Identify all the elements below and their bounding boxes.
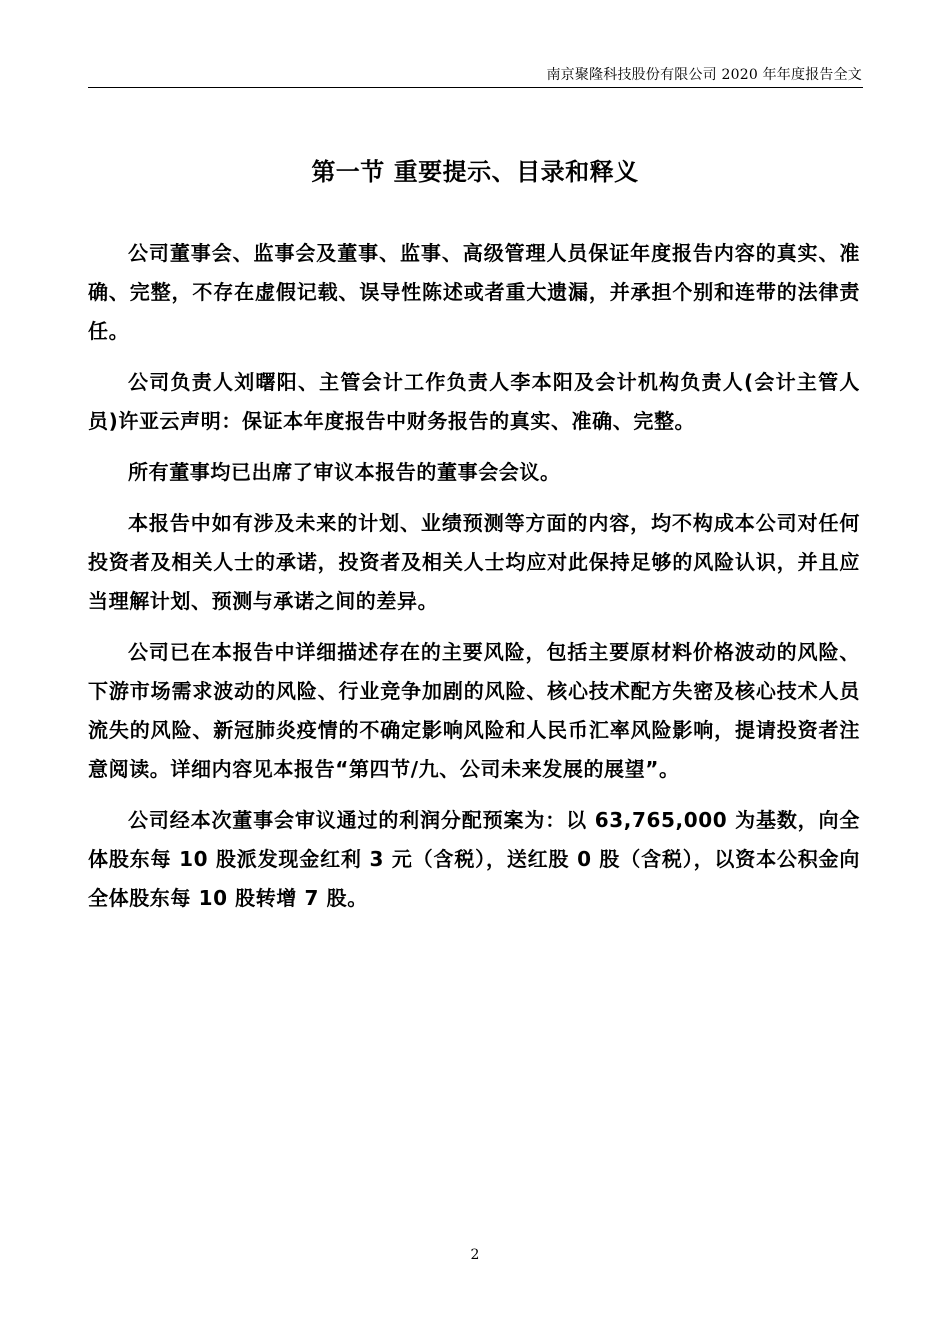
paragraph-risk-factors: 公司已在本报告中详细描述存在的主要风险，包括主要原材料价格波动的风险、下游市场需求波动的风险、行业竞争加剧的风险、核心技术配方失密及核心技术人员流失的风险、新冠肺炎疫情的不确定影响风险和人民币汇率风险影响，提请投资者注意阅读。详细内容见本报告“第四节/九、公司未来发展的展望”。: [88, 640, 860, 781]
paragraph-board-guarantee: 公司董事会、监事会及董事、监事、高级管理人员保证年度报告内容的真实、准确、完整，不存在虚假记载、误导性陈述或者重大遗漏，并承担个别和连带的法律责任。: [88, 241, 860, 343]
body-content: [88, 234, 860, 930]
page-number: 2: [470, 1247, 480, 1263]
paragraph-responsible-persons: 公司负责人刘曙阳、主管会计工作负责人李本阳及会计机构负责人(会计主管人员)许亚云声明：保证本年度报告中财务报告的真实、准确、完整。: [88, 370, 860, 433]
section-title: 第一节 重要提示、目录和释义: [311, 158, 639, 186]
paragraph-forward-looking: 本报告中如有涉及未来的计划、业绩预测等方面的内容，均不构成本公司对任何投资者及相关人士的承诺，投资者及相关人士均应对此保持足够的风险认识，并且应当理解计划、预测与承诺之间的差异。: [88, 511, 860, 613]
paragraph-profit-distribution: 公司经本次董事会审议通过的利润分配预案为：以 63,765,000 为基数，向全体股东每 10 股派发现金红利 3 元（含税），送红股 0 股（含税），以资本公积金向全体股东每 10 股转增 7 股。: [88, 808, 860, 910]
report-header-title: 南京聚隆科技股份有限公司 2020 年年度报告全文: [546, 67, 862, 83]
paragraph-directors-attendance: 所有董事均已出席了审议本报告的董事会会议。: [128, 460, 561, 484]
header-divider: [88, 87, 863, 88]
